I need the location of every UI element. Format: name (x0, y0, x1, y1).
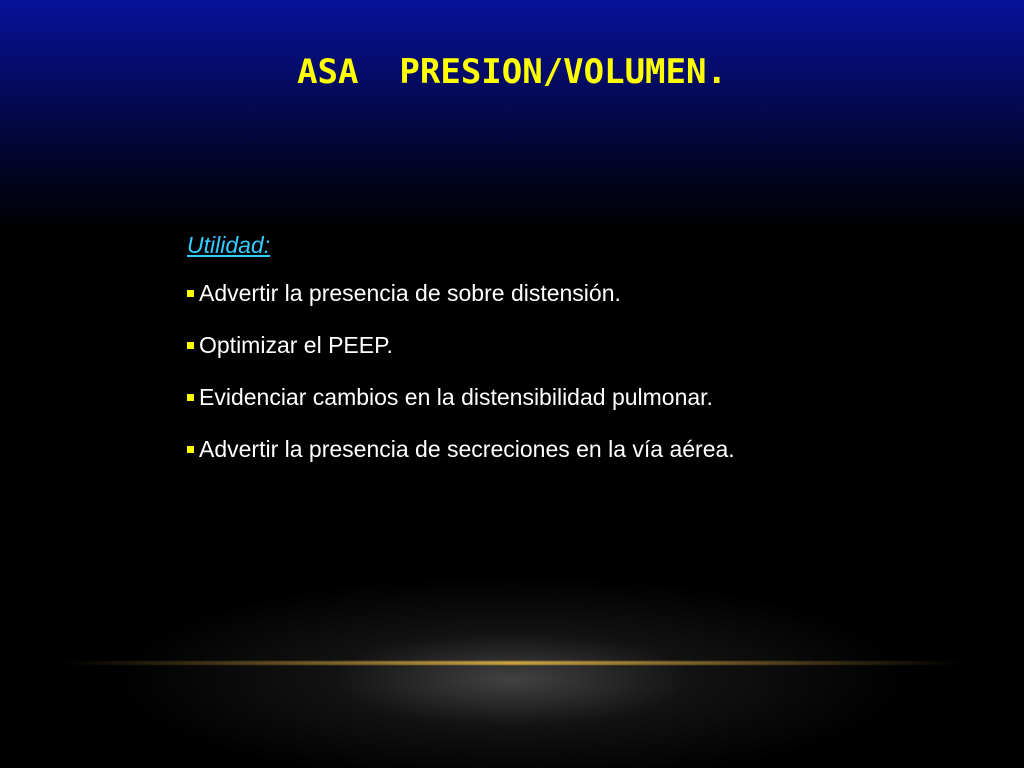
square-bullet-icon (187, 394, 194, 401)
bullet-text: Advertir la presencia de secreciones en la vía aérea. (199, 436, 735, 462)
square-bullet-icon (187, 446, 194, 453)
bullet-text: Optimizar el PEEP. (199, 332, 393, 358)
bullet-text: Advertir la presencia de sobre distensión. (199, 280, 621, 306)
list-item (187, 278, 967, 308)
list-item (187, 434, 967, 464)
slide-title: ASA PRESION/VOLUMEN. (297, 52, 727, 92)
list-item (187, 382, 967, 412)
bullet-list (187, 278, 967, 464)
square-bullet-icon (187, 290, 194, 297)
bullet-text: Evidenciar cambios en la distensibilidad pulmonar. (199, 384, 713, 410)
section-label: Utilidad: (187, 232, 271, 258)
floor-line (60, 661, 964, 665)
slide-content (187, 230, 967, 486)
list-item (187, 330, 967, 360)
square-bullet-icon (187, 342, 194, 349)
